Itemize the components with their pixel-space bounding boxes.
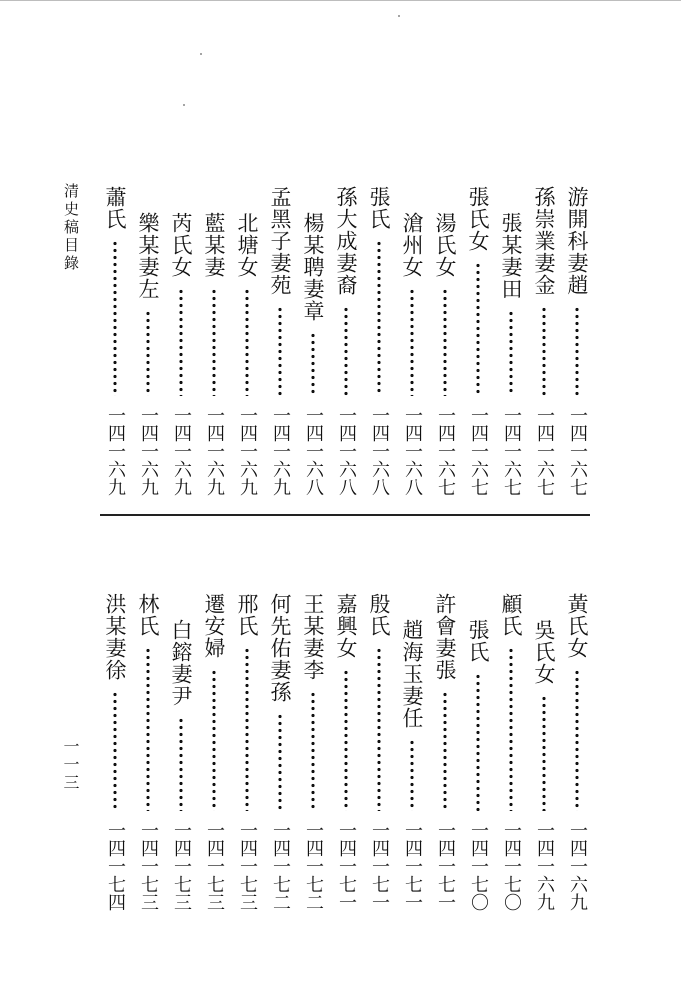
dot-leader [410, 288, 414, 396]
dot-leader [509, 647, 513, 811]
page-number: 一一三 [61, 738, 80, 792]
entry-title: 孫大成妻裔 [334, 186, 358, 296]
entry-title: 嘉興女 [334, 593, 358, 659]
entry-title: 游開科妻趙 [565, 186, 589, 296]
toc-entry-lower-3 [496, 593, 526, 911]
entry-title: 邢氏 [235, 593, 259, 637]
entry-title: 趙海玉妻任 [400, 619, 424, 729]
entry-page: 一四一七三 [204, 821, 225, 911]
entry-title: 張氏 [367, 186, 391, 230]
scan-top-edge [0, 0, 681, 1]
dot-leader [377, 647, 381, 811]
entry-page: 一四一六八 [303, 406, 324, 496]
entry-title: 北塘女 [235, 212, 259, 278]
toc-entry-upper-14 [133, 212, 163, 496]
entry-title: 張氏 [466, 619, 490, 663]
running-header: 清史稿目錄 [62, 183, 80, 273]
dot-leader [476, 673, 480, 811]
entry-page: 一四一七二 [270, 821, 291, 911]
entry-page: 一四一六九 [567, 821, 588, 911]
entry-page: 一四一七一 [435, 821, 456, 911]
dot-leader [212, 669, 216, 811]
toc-entry-lower-5 [430, 593, 460, 911]
entry-title: 滄州女 [400, 212, 424, 278]
toc-entry-lower-13 [166, 619, 196, 911]
toc-entry-lower-4 [463, 619, 493, 911]
toc-entry-upper-7 [364, 186, 394, 496]
dot-leader [377, 240, 381, 396]
dot-leader [575, 306, 579, 396]
dot-leader [542, 306, 546, 396]
toc-entry-upper-2 [529, 186, 559, 496]
entry-title: 孟黑子妻苑 [268, 186, 292, 296]
dot-leader [278, 713, 282, 811]
entry-title: 蕭氏 [103, 186, 127, 230]
toc-entry-lower-2 [529, 619, 559, 911]
dot-leader [146, 310, 150, 396]
dot-leader [476, 262, 480, 396]
entry-page: 一四一七三 [171, 821, 192, 911]
dot-leader [410, 739, 414, 811]
dot-leader [245, 647, 249, 811]
entry-page: 一四一七三 [138, 821, 159, 911]
entry-title: 殷氏 [367, 593, 391, 637]
dot-leader [509, 310, 513, 396]
dot-leader [212, 288, 216, 396]
scan-speck [183, 104, 185, 106]
entry-page: 一四一七一 [402, 821, 423, 911]
entry-title: 黃氏女 [565, 593, 589, 659]
toc-entry-upper-8 [331, 186, 361, 496]
dot-leader [179, 717, 183, 811]
toc-entry-upper-10 [265, 186, 295, 496]
entry-page: 一四一六九 [204, 406, 225, 496]
entry-title: 藍某妻 [202, 212, 226, 278]
toc-entry-upper-15 [100, 186, 130, 496]
entry-page: 一四一六八 [336, 406, 357, 496]
dot-leader [146, 647, 150, 811]
toc-entry-lower-7 [364, 593, 394, 911]
entry-title: 張氏女 [466, 186, 490, 252]
toc-entry-upper-4 [463, 186, 493, 496]
toc-entry-lower-15 [100, 593, 130, 911]
dot-leader [542, 695, 546, 811]
toc-entry-lower-14 [133, 593, 163, 911]
dot-leader [278, 306, 282, 396]
entry-title: 吳氏女 [532, 619, 556, 685]
entry-page: 一四一七三 [237, 821, 258, 911]
entry-page: 一四一六八 [369, 406, 390, 496]
toc-entry-lower-10 [265, 593, 295, 911]
entry-title: 林氏 [136, 593, 160, 637]
entry-page: 一四一六八 [402, 406, 423, 496]
entry-title: 芮氏女 [169, 212, 193, 278]
entry-page: 一四一七〇 [468, 821, 489, 911]
dot-leader [443, 691, 447, 811]
scan-speck [398, 15, 400, 17]
scan-speck [200, 53, 202, 55]
entry-title: 顧氏 [499, 593, 523, 637]
toc-entry-lower-8 [331, 593, 361, 911]
entry-page: 一四一六七 [435, 406, 456, 496]
dot-leader [311, 691, 315, 811]
toc-entry-lower-12 [199, 593, 229, 911]
section-divider [100, 514, 590, 516]
toc-entry-upper-9 [298, 212, 328, 496]
toc-entry-upper-11 [232, 212, 262, 496]
toc-entry-upper-1 [562, 186, 592, 496]
entry-page: 一四一六九 [105, 406, 126, 496]
dot-leader [443, 288, 447, 396]
entry-title: 洪某妻徐 [103, 593, 127, 681]
toc-entry-lower-9 [298, 593, 328, 911]
entry-title: 何先佑妻孫 [268, 593, 292, 703]
entry-title: 樂某妻左 [136, 212, 160, 300]
dot-leader [344, 669, 348, 811]
toc-entry-upper-3 [496, 212, 526, 496]
entry-title: 張某妻田 [499, 212, 523, 300]
toc-entry-upper-12 [199, 212, 229, 496]
entry-title: 王某妻李 [301, 593, 325, 681]
toc-entry-lower-6 [397, 619, 427, 911]
toc-entry-lower-11 [232, 593, 262, 911]
entry-page: 一四一七四 [105, 821, 126, 911]
entry-title: 許會妻張 [433, 593, 457, 681]
entry-page: 一四一六七 [468, 406, 489, 496]
dot-leader [344, 306, 348, 396]
dot-leader [113, 691, 117, 811]
entry-title: 湯氏女 [433, 212, 457, 278]
entry-page: 一四一七〇 [501, 821, 522, 911]
toc-entry-upper-13 [166, 212, 196, 496]
toc-entry-lower-1 [562, 593, 592, 911]
entry-title: 孫崇業妻金 [532, 186, 556, 296]
entry-page: 一四一六九 [534, 821, 555, 911]
toc-entry-upper-5 [430, 212, 460, 496]
entry-title: 遷安婦 [202, 593, 226, 659]
entry-page: 一四一六九 [171, 406, 192, 496]
entry-page: 一四一七二 [303, 821, 324, 911]
toc-entry-upper-6 [397, 212, 427, 496]
entry-title: 楊某聘妻章 [301, 212, 325, 322]
dot-leader [311, 332, 315, 396]
dot-leader [113, 240, 117, 396]
entry-page: 一四一六九 [237, 406, 258, 496]
entry-page: 一四一七一 [369, 821, 390, 911]
entry-page: 一四一七一 [336, 821, 357, 911]
entry-title: 白鎔妻尹 [169, 619, 193, 707]
entry-page: 一四一六九 [138, 406, 159, 496]
entry-page: 一四一六九 [270, 406, 291, 496]
dot-leader [179, 288, 183, 396]
dot-leader [245, 288, 249, 396]
entry-page: 一四一六七 [501, 406, 522, 496]
entry-page: 一四一六七 [534, 406, 555, 496]
entry-page: 一四一六七 [567, 406, 588, 496]
dot-leader [575, 669, 579, 811]
